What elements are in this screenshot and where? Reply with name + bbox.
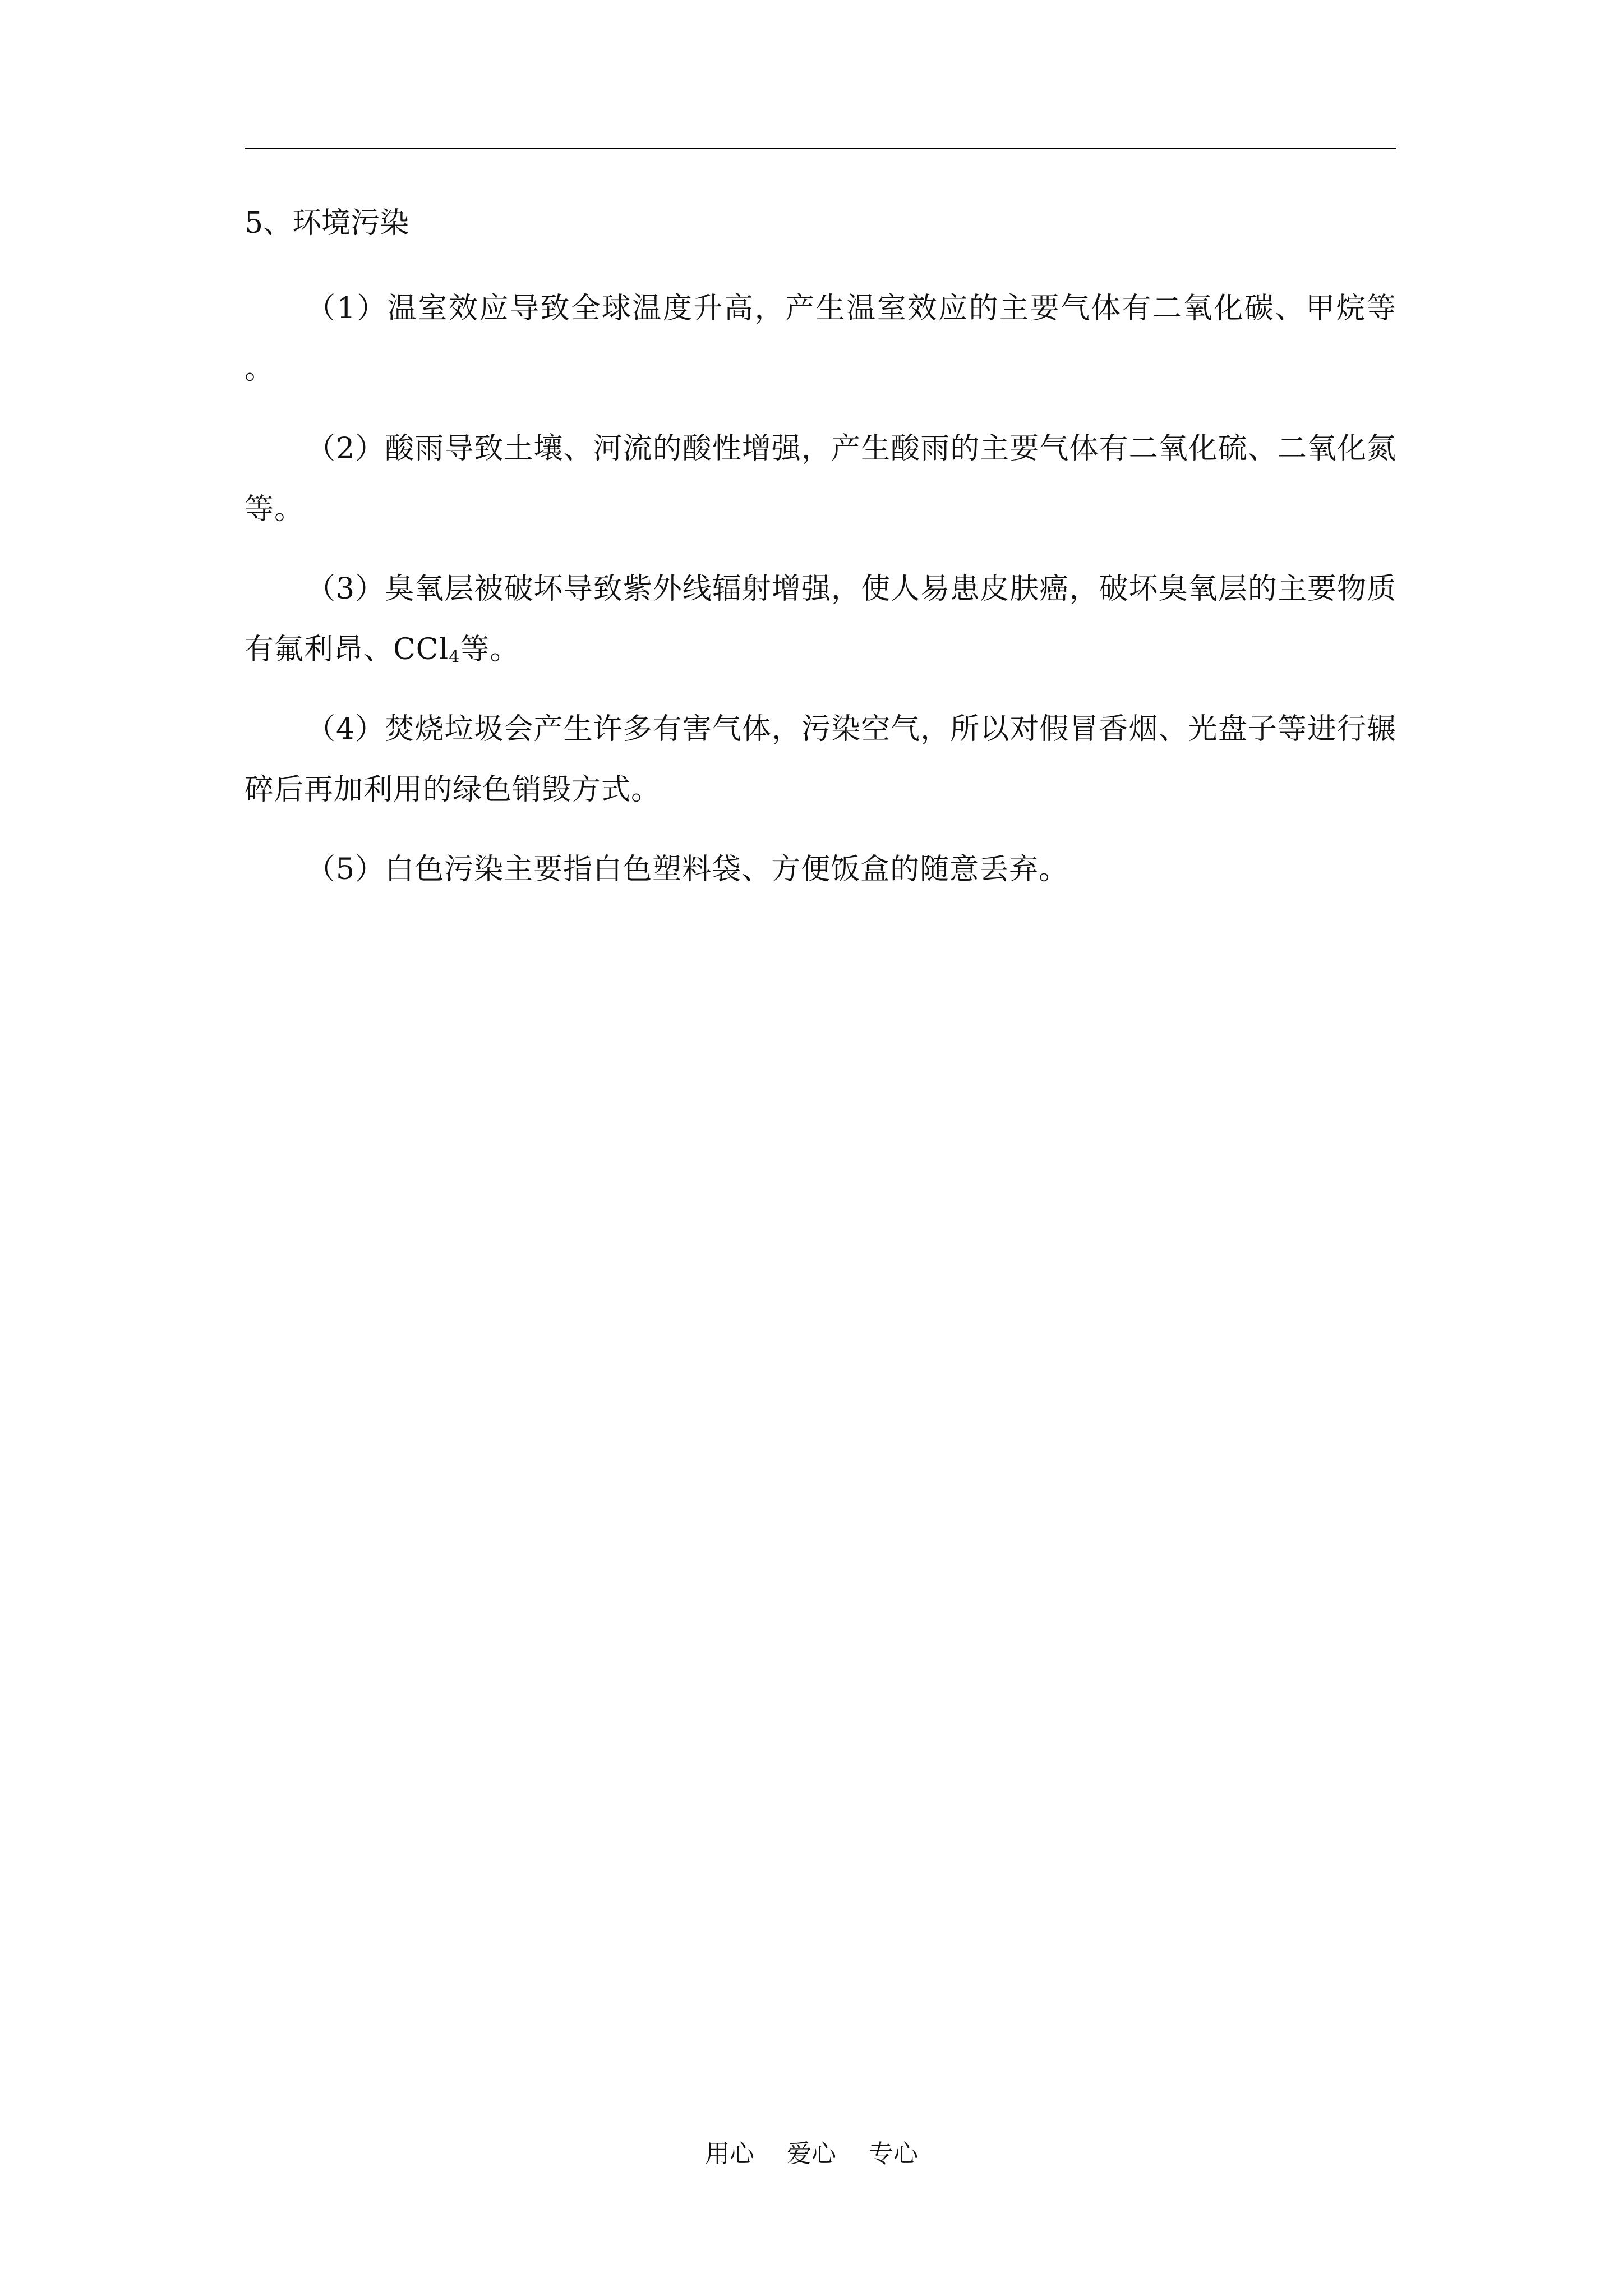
ozone-text-end: 等。 — [460, 633, 520, 666]
paragraph-waste-burning: （4）焚烧垃圾会产生许多有害气体，污染空气，所以对假冒香烟、光盘子等进行辗碎后再加利用的绿色销毁方式。 — [245, 712, 1396, 807]
header-rule — [245, 148, 1396, 149]
paragraph-acid-rain: （2）酸雨导致土壤、河流的酸性增强，产生酸雨的主要气体有二氧化硫、二氧化氮等。 — [245, 432, 1396, 526]
section-heading: 5、环境污染 — [245, 206, 409, 240]
paragraph-ozone-layer — [245, 559, 1396, 680]
page-footer: 用心 爱心 专心 — [705, 2139, 918, 2168]
paragraph-white-pollution: （5）白色污染主要指白色塑料袋、方便饭盒的随意丢弃。 — [306, 853, 1069, 886]
ccl4-subscript: 4 — [449, 647, 460, 667]
ozone-text: （3）臭氧层被破坏导致紫外线辐射增强，使人易患皮肤癌，破坏臭氧层的主要物质有氟利昂、CCl — [245, 572, 1396, 666]
paragraph-greenhouse-effect: （1）温室效应导致全球温度升高，产生温室效应的主要气体有二氧化碳、甲烷等 。 — [245, 292, 1396, 386]
document-body — [245, 202, 1396, 919]
